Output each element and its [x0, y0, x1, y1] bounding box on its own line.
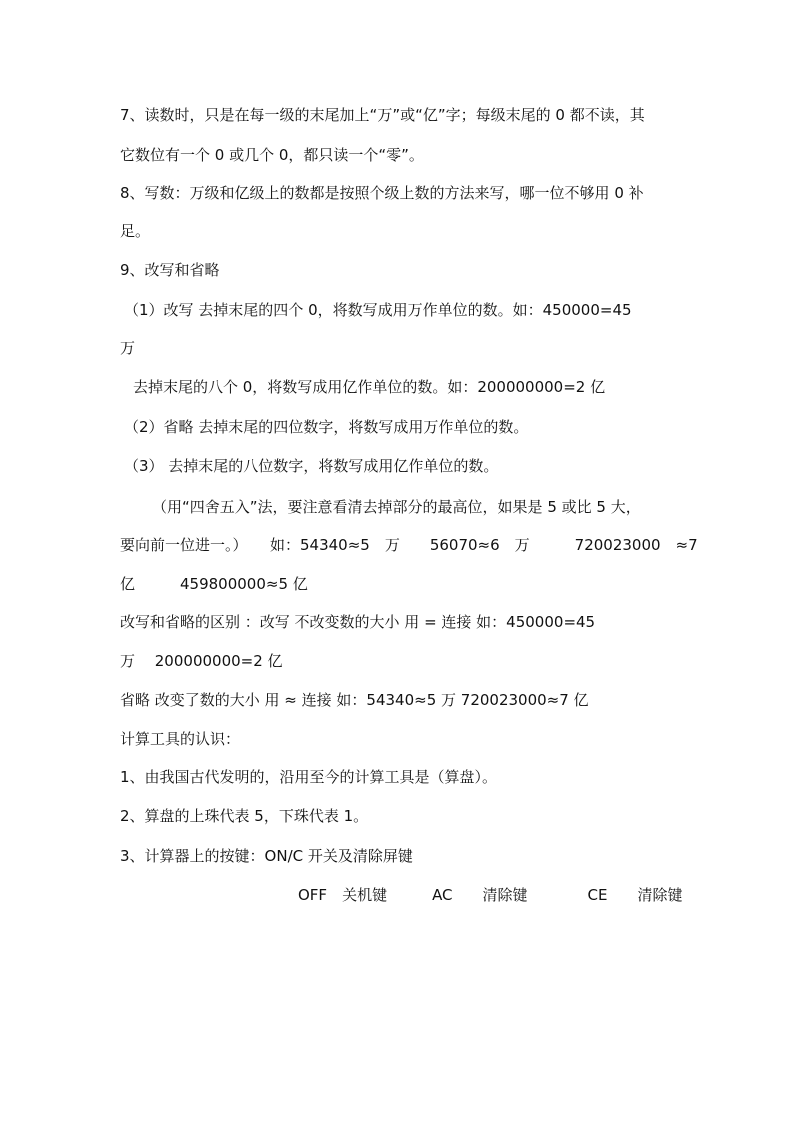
text-line-1: 7、读数时，只是在每一级的末尾加上“万”或“亿”字；每级末尾的 0 都不读，其: [120, 106, 645, 124]
text-line-6: （1）改写 去掉末尾的四个 0，将数写成用万作单位的数。如：450000=45: [124, 301, 632, 319]
text-line-7: 万: [120, 339, 136, 357]
text-line-10: （3） 去掉末尾的八位数字，将数写成用亿作单位的数。: [124, 457, 499, 475]
text-line-12: 要向前一位进一。） 如：54340≈5 万 56070≈6 万 720023000 ≈7: [120, 536, 698, 554]
text-line-9: （2）省略 去掉末尾的四位数字，将数写成用万作单位的数。: [124, 418, 529, 436]
text-line-21: OFF 关机键 AC 清除键 CE 清除键: [298, 886, 683, 904]
text-line-15: 万 200000000=2 亿: [120, 652, 283, 670]
text-line-3: 8、写数：万级和亿级上的数都是按照个级上数的方法来写，哪一位不够用 0 补: [120, 184, 644, 202]
text-line-11: （用“四舍五入”法，要注意看清去掉部分的最高位，如果是 5 或比 5 大，: [152, 498, 641, 516]
text-line-14: 改写和省略的区别 ：改写 不改变数的大小 用 = 连接 如：450000=45: [120, 613, 596, 631]
text-line-8: 去掉末尾的八个 0，将数写成用亿作单位的数。如：200000000=2 亿: [133, 378, 606, 396]
text-line-13: 亿 459800000≈5 亿: [120, 575, 308, 593]
section-heading-tools: 计算工具的认识：: [120, 730, 241, 748]
text-line-18: 1、由我国古代发明的，沿用至今的计算工具是（算盘）。: [120, 768, 498, 786]
text-line-16: 省略 改变了数的大小 用 ≈ 连接 如：54340≈5 万 720023000≈7 亿: [120, 691, 589, 709]
text-line-2: 它数位有一个 0 或几个 0，都只读一个“零”。: [120, 146, 424, 164]
text-line-19: 2、算盘的上珠代表 5，下珠代表 1。: [120, 807, 369, 825]
text-line-20: 3、计算器上的按键：ON/C 开关及清除屏键: [120, 847, 413, 865]
section-heading-9: 9、改写和省略: [120, 261, 220, 279]
text-line-4: 足。: [120, 222, 151, 240]
